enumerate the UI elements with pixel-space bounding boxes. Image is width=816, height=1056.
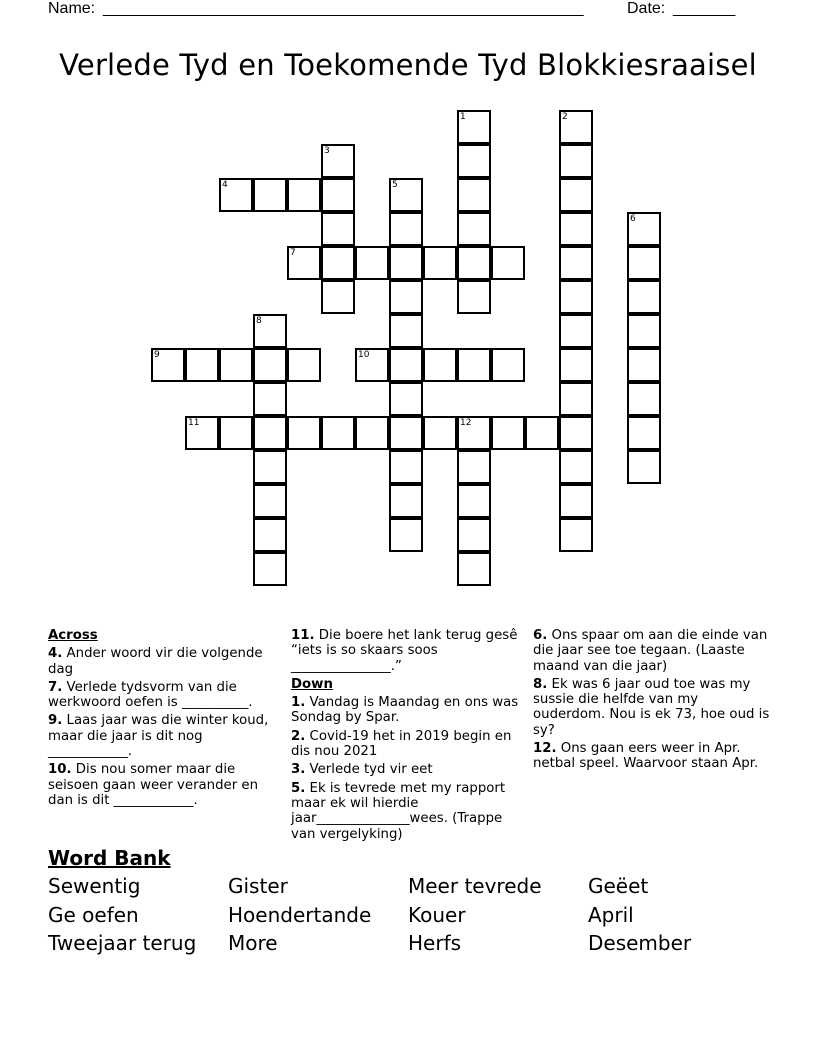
word-bank-item: Herfs bbox=[408, 931, 462, 955]
crossword-cell[interactable] bbox=[491, 416, 525, 450]
crossword-cell[interactable] bbox=[389, 314, 423, 348]
clue-down-5: 5. Ek is tevrede met my rapport maar ek wil hierdie jaar______________wees. (Trappe van vergelyking) bbox=[291, 780, 506, 842]
clue-number: 9 bbox=[154, 350, 160, 360]
clue-number: 1 bbox=[460, 112, 466, 122]
clue-down-6: 6. Ons spaar om aan die einde van die jaar see toe tegaan. (Laaste maand van die jaar) bbox=[533, 628, 768, 674]
crossword-cell[interactable] bbox=[457, 144, 491, 178]
crossword-cell[interactable] bbox=[219, 348, 253, 382]
crossword-cell[interactable] bbox=[253, 382, 287, 416]
crossword-cell[interactable] bbox=[627, 212, 661, 246]
clue-number: 5 bbox=[392, 180, 398, 190]
crossword-cell[interactable] bbox=[389, 348, 423, 382]
crossword-cell[interactable] bbox=[559, 518, 593, 552]
word-bank-item: Sewentig bbox=[48, 874, 141, 898]
date-label: Date: bbox=[627, 0, 666, 17]
crossword-cell[interactable] bbox=[219, 416, 253, 450]
across-heading: Across bbox=[48, 628, 98, 643]
crossword-cell[interactable] bbox=[491, 246, 525, 280]
crossword-cell[interactable] bbox=[253, 178, 287, 212]
clues-column-2 bbox=[291, 628, 527, 845]
clue-number: 10 bbox=[358, 350, 370, 360]
crossword-cell[interactable] bbox=[627, 348, 661, 382]
crossword-cell[interactable] bbox=[185, 416, 219, 450]
clue-across-7: 7. Verlede tydsvorm van die werkwoord oefen is __________. bbox=[48, 679, 253, 711]
crossword-cell[interactable] bbox=[253, 484, 287, 518]
crossword-cell[interactable] bbox=[389, 212, 423, 246]
clues-column-1 bbox=[48, 628, 273, 811]
crossword-cell[interactable] bbox=[457, 552, 491, 586]
puzzle-title: Verlede Tyd en Toekomende Tyd Blokkiesraaisel bbox=[59, 48, 757, 82]
crossword-cell[interactable] bbox=[457, 110, 491, 144]
crossword-cell[interactable] bbox=[491, 348, 525, 382]
crossword-cell[interactable] bbox=[389, 484, 423, 518]
clue-down-2: 2. Covid-19 het in 2019 begin en dis nou 2021 bbox=[291, 728, 512, 760]
crossword-cell[interactable] bbox=[219, 178, 253, 212]
clue-across-9: 9. Laas jaar was die winter koud, maar die jaar is dit nog ____________. bbox=[48, 713, 269, 760]
crossword-cell[interactable] bbox=[389, 518, 423, 552]
crossword-cell[interactable] bbox=[627, 416, 661, 450]
crossword-cell[interactable] bbox=[389, 416, 423, 450]
crossword-cell[interactable] bbox=[457, 246, 491, 280]
crossword-cell[interactable] bbox=[559, 314, 593, 348]
crossword-cell[interactable] bbox=[185, 348, 219, 382]
crossword-cell[interactable] bbox=[321, 416, 355, 450]
clue-number: 4 bbox=[222, 180, 228, 190]
clue-number: 11 bbox=[188, 418, 200, 428]
clue-down-12: 12. Ons gaan eers weer in Apr. netbal speel. Waarvoor staan Apr. bbox=[533, 741, 759, 772]
crossword-cell[interactable] bbox=[559, 110, 593, 144]
clue-number: 12 bbox=[460, 418, 472, 428]
crossword-cell[interactable] bbox=[321, 246, 355, 280]
crossword-cell[interactable] bbox=[389, 178, 423, 212]
crossword-cell[interactable] bbox=[287, 178, 321, 212]
crossword-cell[interactable] bbox=[559, 416, 593, 450]
clue-across-10: 10. Dis nou somer maar die seisoen gaan weer verander en dan is dit ____________. bbox=[48, 762, 259, 808]
word-bank-item: Kouer bbox=[408, 903, 466, 927]
crossword-cell[interactable] bbox=[627, 382, 661, 416]
crossword-cell[interactable] bbox=[253, 518, 287, 552]
crossword-cell[interactable] bbox=[389, 246, 423, 280]
crossword-cell[interactable] bbox=[151, 348, 185, 382]
clue-number: 6 bbox=[630, 214, 636, 224]
crossword-cell[interactable] bbox=[525, 416, 559, 450]
clue-number: 3 bbox=[324, 146, 330, 156]
clue-down-8: 8. Ek was 6 jaar oud toe was my sussie die helfde van my ouderdom. Nou is ek 73, hoe oud is sy? bbox=[533, 676, 770, 738]
crossword-cell[interactable] bbox=[457, 450, 491, 484]
crossword-cell[interactable] bbox=[287, 246, 321, 280]
word-bank-item: Meer tevrede bbox=[408, 874, 542, 898]
clue-down-3: 3. Verlede tyd vir eet bbox=[291, 762, 433, 778]
crossword-cell[interactable] bbox=[423, 348, 457, 382]
clue-number: 8 bbox=[256, 316, 262, 326]
word-bank-item: More bbox=[228, 931, 278, 955]
crossword-cell[interactable] bbox=[287, 416, 321, 450]
crossword-cell[interactable] bbox=[559, 212, 593, 246]
word-bank-title: Word Bank bbox=[48, 846, 171, 870]
crossword-cell[interactable] bbox=[321, 144, 355, 178]
crossword-cell[interactable] bbox=[559, 280, 593, 314]
word-bank-item: Desember bbox=[588, 931, 692, 955]
crossword-cell[interactable] bbox=[321, 212, 355, 246]
crossword-cell[interactable] bbox=[423, 246, 457, 280]
crossword-cell[interactable] bbox=[423, 416, 457, 450]
name-label: Name: bbox=[48, 0, 96, 17]
date-line[interactable]: _______ bbox=[673, 0, 736, 17]
crossword-cell[interactable] bbox=[457, 416, 491, 450]
crossword-cell[interactable] bbox=[355, 416, 389, 450]
crossword-cell[interactable] bbox=[253, 552, 287, 586]
crossword-cell[interactable] bbox=[253, 348, 287, 382]
crossword-cell[interactable] bbox=[389, 450, 423, 484]
clue-across-4: 4. Ander woord vir die volgende dag bbox=[48, 646, 263, 677]
crossword-cell[interactable] bbox=[457, 348, 491, 382]
crossword-cell[interactable] bbox=[627, 280, 661, 314]
clue-down-1: 1. Vandag is Maandag en ons was Sondag by Spar. bbox=[291, 695, 519, 726]
word-bank-item: Ge oefen bbox=[48, 903, 139, 927]
clue-number: 2 bbox=[562, 112, 568, 122]
crossword-cell[interactable] bbox=[627, 246, 661, 280]
crossword-cell[interactable] bbox=[559, 484, 593, 518]
crossword-cell[interactable] bbox=[287, 348, 321, 382]
word-bank-item: Gister bbox=[228, 874, 288, 898]
crossword-cell[interactable] bbox=[559, 450, 593, 484]
crossword-cell[interactable] bbox=[457, 178, 491, 212]
clues-column-3 bbox=[533, 628, 773, 775]
crossword-cell[interactable] bbox=[321, 178, 355, 212]
word-bank-item: Tweejaar terug bbox=[48, 931, 197, 955]
down-heading: Down bbox=[291, 676, 333, 692]
crossword-cell[interactable] bbox=[389, 280, 423, 314]
crossword-cell[interactable] bbox=[321, 280, 355, 314]
crossword-cell[interactable] bbox=[559, 178, 593, 212]
crossword-cell[interactable] bbox=[627, 450, 661, 484]
crossword-cell[interactable] bbox=[627, 314, 661, 348]
crossword-cell[interactable] bbox=[559, 144, 593, 178]
crossword-cell[interactable] bbox=[355, 246, 389, 280]
clue-across-11: 11. Die boere het lank terug gesê “iets is so skaars soos _______________.” bbox=[291, 628, 518, 674]
crossword-cell[interactable] bbox=[253, 450, 287, 484]
word-bank-item: Geëet bbox=[588, 874, 649, 898]
crossword-cell[interactable] bbox=[253, 314, 287, 348]
crossword-cell[interactable] bbox=[389, 382, 423, 416]
crossword-cell[interactable] bbox=[253, 416, 287, 450]
crossword-cell[interactable] bbox=[457, 212, 491, 246]
crossword-cell[interactable] bbox=[559, 382, 593, 416]
crossword-cell[interactable] bbox=[355, 348, 389, 382]
crossword-cell[interactable] bbox=[457, 518, 491, 552]
clue-number: 7 bbox=[290, 248, 296, 258]
name-line[interactable]: ______________________________________________________ bbox=[103, 0, 584, 17]
word-bank-item: Hoendertande bbox=[228, 903, 372, 927]
crossword-cell[interactable] bbox=[559, 246, 593, 280]
crossword-cell[interactable] bbox=[559, 348, 593, 382]
crossword-cell[interactable] bbox=[457, 280, 491, 314]
word-bank-item: April bbox=[588, 903, 634, 927]
crossword-cell[interactable] bbox=[457, 484, 491, 518]
